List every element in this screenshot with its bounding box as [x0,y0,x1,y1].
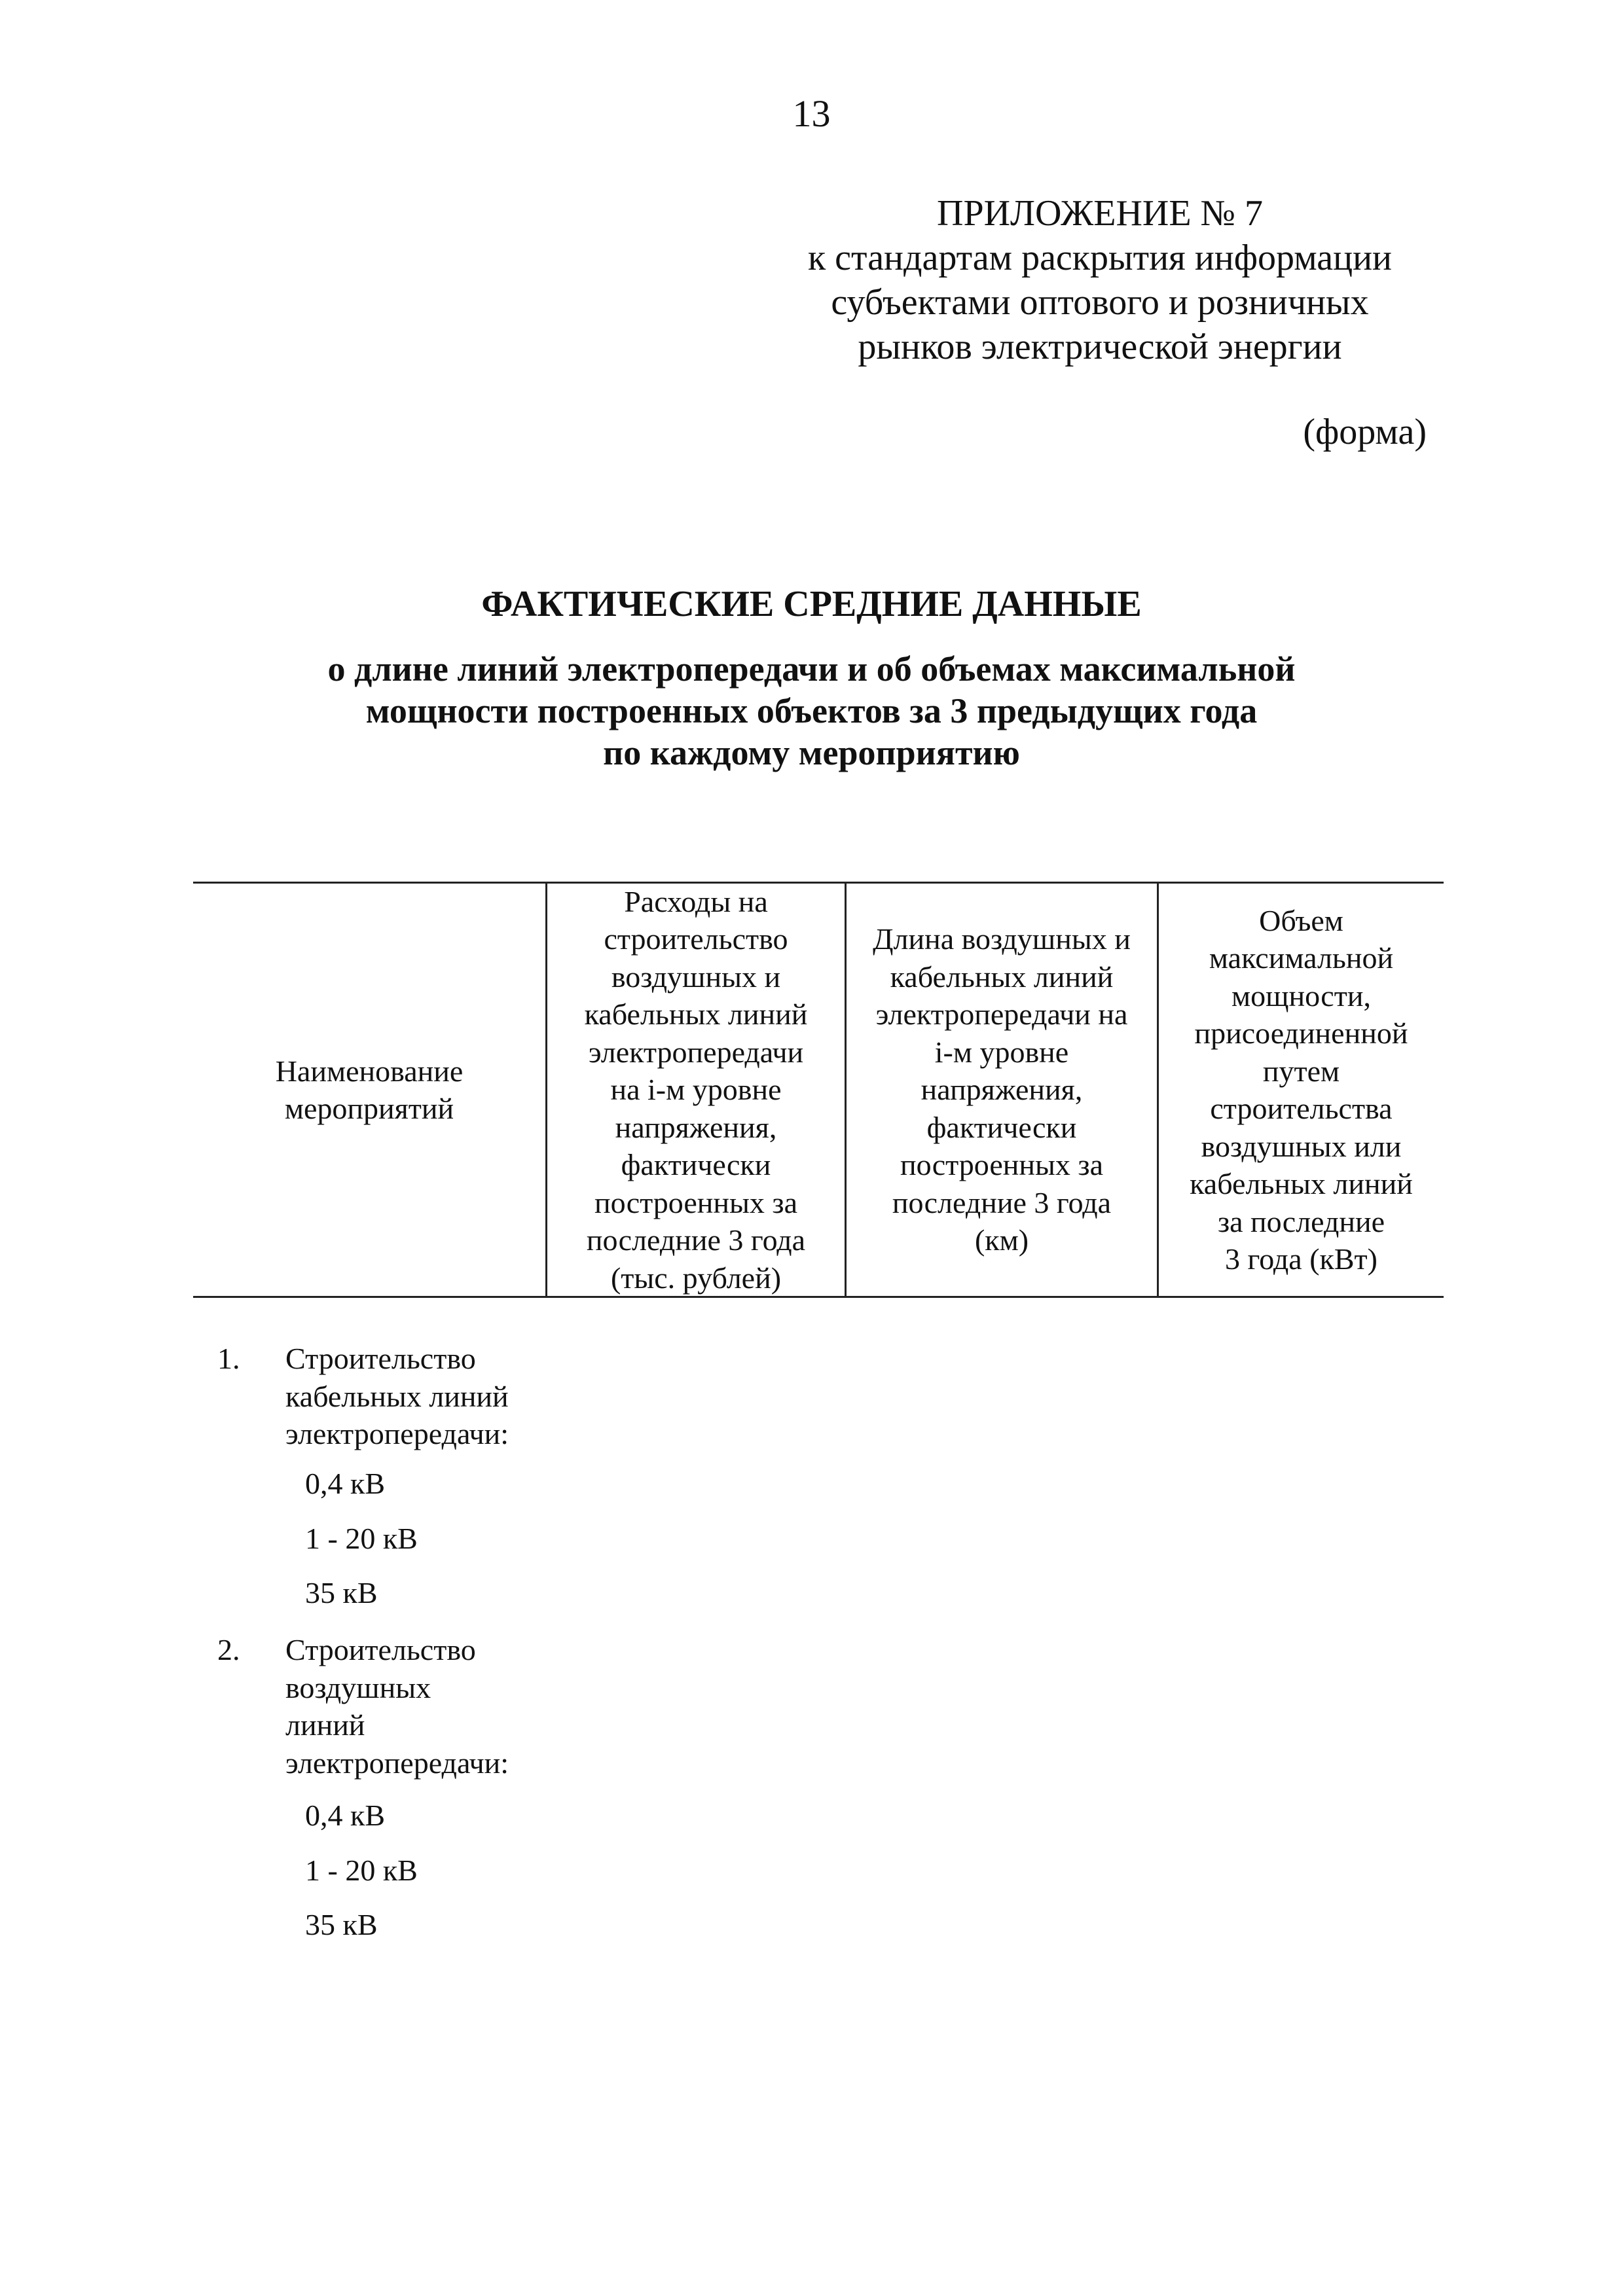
voltage-item: 0,4 кВ [305,1467,386,1500]
appendix-heading [773,191,1427,369]
header-line-length [845,884,1157,1296]
header-activity-name [193,884,545,1296]
header-line: фактически [621,1148,771,1182]
header-line: построенных за [594,1185,798,1219]
header-line: Расходы на [624,884,768,918]
row-label-line: воздушных [285,1670,431,1704]
header-line: кабельных линий [890,960,1114,994]
subtitle-line: о длине линий электропередачи и об объемах максимальной [327,649,1296,689]
header-line: последние 3 года [586,1223,806,1257]
row-number: 2. [217,1633,240,1666]
header-line: Наименование [275,1054,464,1088]
header-line: напряжения, [921,1073,1083,1107]
subtitle-line: мощности построенных объектов за 3 предыдущих года [365,691,1258,730]
header-expenses [545,884,845,1296]
header-line: кабельных линий [584,997,808,1031]
header-line: строительство [604,922,788,956]
header-line: (км) [974,1223,1029,1257]
row-label-line: линий [285,1708,365,1742]
row-label [285,1631,509,1782]
row-label [285,1340,509,1453]
header-line: мощности, [1231,978,1371,1013]
header-line: присоединенной [1194,1016,1408,1050]
appendix-title: ПРИЛОЖЕНИЕ № 7 [937,193,1263,234]
header-line: 3 года (кВт) [1224,1242,1377,1276]
row-number: 1. [217,1342,240,1375]
header-line: электропередачи [588,1035,804,1069]
table-header [193,882,1444,1298]
header-line: i-м уровне [934,1035,1069,1069]
document-title: ФАКТИЧЕСКИЕ СРЕДНИЕ ДАННЫЕ [481,584,1142,624]
header-line: построенных за [900,1148,1104,1182]
voltage-item: 1 - 20 кВ [305,1854,418,1887]
header-line: (тыс. рублей) [610,1261,782,1295]
header-max-power [1157,884,1444,1296]
appendix-line: субъектами оптового и розничных [831,282,1369,323]
header-line: Объем [1259,903,1343,937]
header-line: воздушных или [1201,1129,1402,1163]
voltage-item: 35 кВ [305,1908,378,1941]
form-label: (форма) [1303,412,1427,452]
subtitle-line: по каждому мероприятию [603,733,1020,772]
voltage-item: 0,4 кВ [305,1799,386,1832]
row-label-line: Строительство [285,1342,476,1375]
header-line: на i-м уровне [610,1073,782,1107]
header-line: напряжения, [615,1110,777,1144]
row-label-line: кабельных линий [285,1379,509,1413]
document-subtitle [0,648,1623,774]
header-line: кабельных линий [1190,1167,1413,1200]
header-line: максимальной [1209,941,1394,975]
appendix-line: к стандартам раскрытия информации [807,238,1393,278]
row-label-line: Строительство [285,1633,476,1666]
header-line: последние 3 года [892,1185,1112,1219]
header-line: воздушных и [611,960,781,994]
header-line: строительства [1210,1092,1393,1125]
header-line: за последние [1217,1204,1385,1238]
header-line: электропередачи на [875,997,1128,1031]
header-line: путем [1262,1054,1340,1088]
header-line: фактически [926,1110,1077,1144]
voltage-item: 35 кВ [305,1576,378,1609]
row-label-line: электропередачи: [285,1746,509,1780]
voltage-item: 1 - 20 кВ [305,1522,418,1555]
row-label-line: электропередачи: [285,1417,509,1450]
appendix-line: рынков электрической энергии [858,327,1342,367]
header-line: мероприятий [284,1092,454,1125]
page-number: 13 [792,92,831,135]
header-line: Длина воздушных и [873,922,1131,956]
